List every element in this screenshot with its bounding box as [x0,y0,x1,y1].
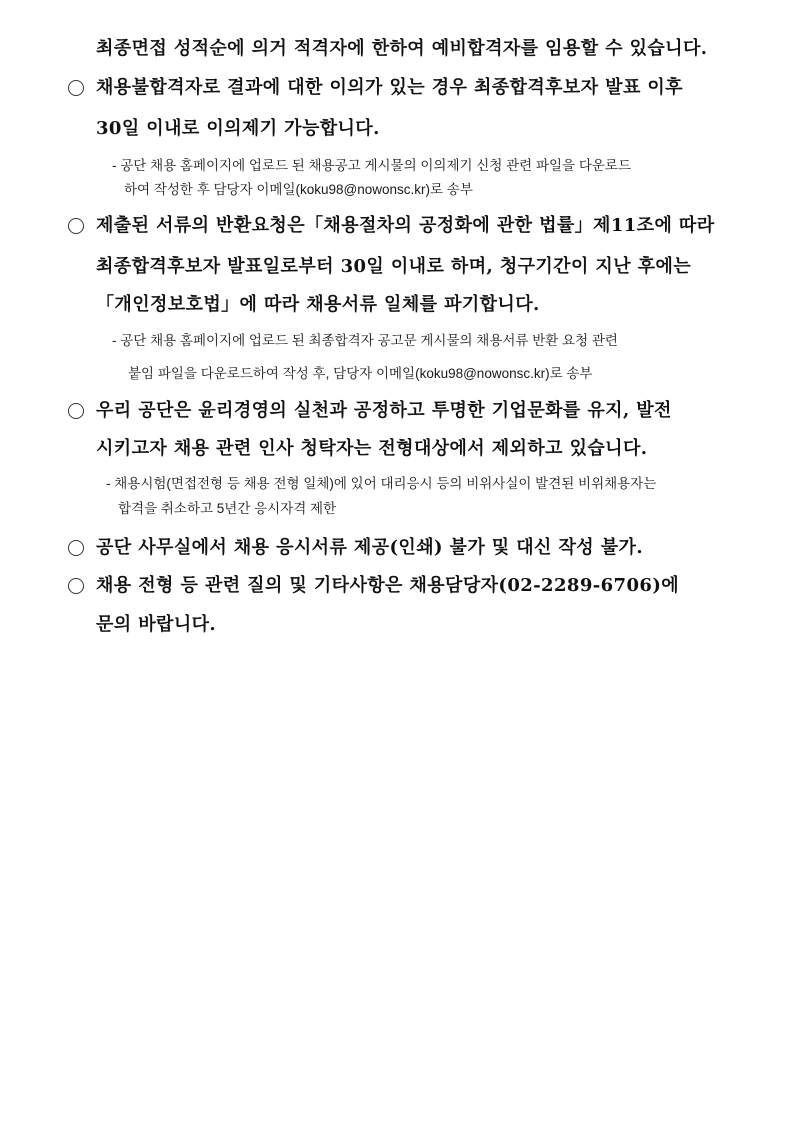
notice-4-line-1: 공단 사무실에서 채용 응시서류 제공(인쇄) 불가 및 대신 작성 불가. [96,537,643,558]
intro-line: 최종면접 성적순에 의거 적격자에 한하여 예비합격자를 임용할 수 있습니다. [96,38,708,59]
notice-2-line-2: 최종합격후보자 발표일로부터 30일 이내로 하며, 청구기간이 지난 후에는 [96,256,692,277]
notice-2-line-1: 제출된 서류의 반환요청은「채용절차의 공정화에 관한 법률」제11조에 따라 [96,215,715,236]
notice-3-line-1: 우리 공단은 윤리경영의 실천과 공정하고 투명한 기업문화를 유지, 발전 [96,400,672,421]
circle-bullet-icon [68,218,84,234]
circle-bullet-icon [68,578,84,594]
notice-5-line-1: 채용 전형 등 관련 질의 및 기타사항은 채용담당자(02-2289-6706)에 [96,575,680,596]
notice-3-note-2: 합격을 취소하고 5년간 응시자격 제한 [118,501,337,516]
notice-5-line-2: 문의 바랍니다. [96,614,217,635]
notice-1-line-1: 채용불합격자로 결과에 대한 이의가 있는 경우 최종합격후보자 발표 이후 [96,77,683,98]
notice-1-note-2: 하여 작성한 후 담당자 이메일(koku98@nowonsc.kr)로 송부 [124,182,473,197]
circle-bullet-icon [68,540,84,556]
circle-bullet-icon [68,80,84,96]
notice-2-note-2: 붙임 파일을 다운로드하여 작성 후, 담당자 이메일(koku98@nowonsc.kr)로 송부 [128,366,593,381]
notice-3-line-2: 시키고자 채용 관련 인사 청탁자는 전형대상에서 제외하고 있습니다. [96,438,648,459]
circle-bullet-icon [68,403,84,419]
notice-2-note-1: - 공단 채용 홈페이지에 업로드 된 최종합격자 공고문 게시물의 채용서류 반환 요청 관련 [112,333,618,348]
notice-3-note-1: - 채용시험(면접전형 등 채용 전형 일체)에 있어 대리응시 등의 비위사실이 발견된 비위채용자는 [106,476,657,491]
notice-1-note-1: - 공단 채용 홈페이지에 업로드 된 채용공고 게시물의 이의제기 신청 관련 파일을 다운로드 [112,158,631,173]
notice-1-line-2: 30일 이내로 이의제기 가능합니다. [96,118,380,139]
notice-2-line-3: 「개인정보호법」에 따라 채용서류 일체를 파기합니다. [96,294,540,315]
